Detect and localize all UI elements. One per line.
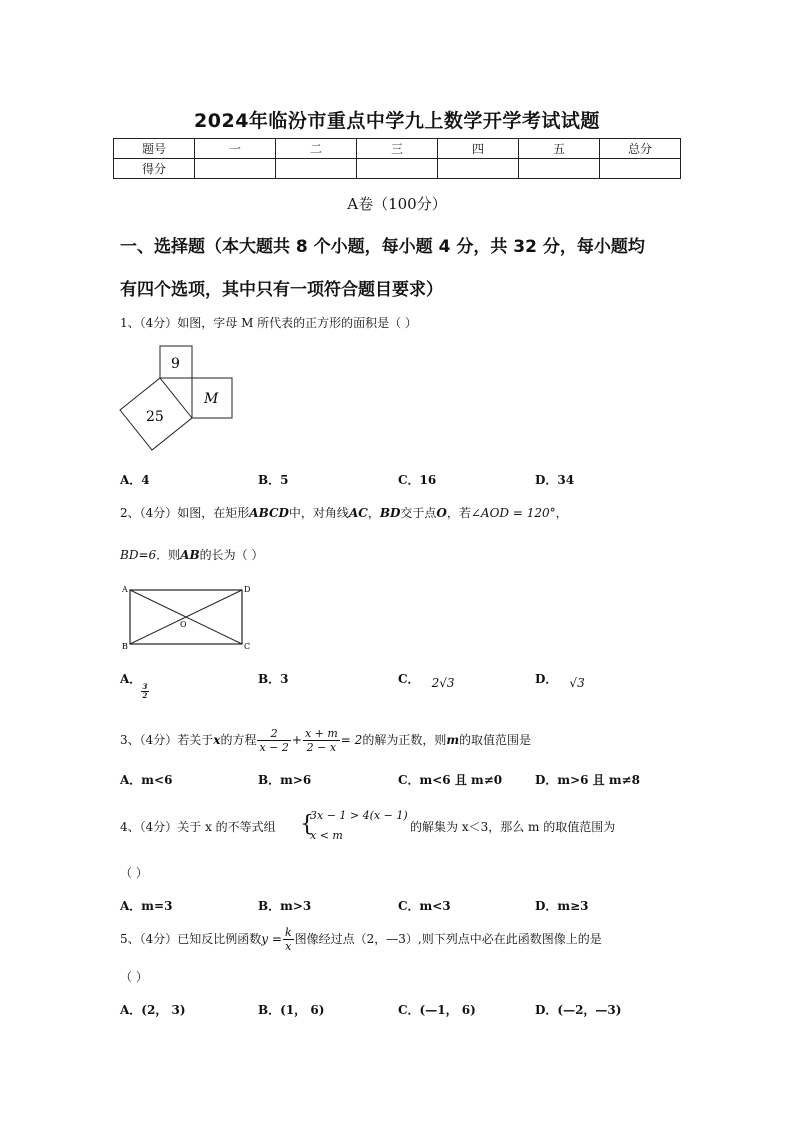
q3-option-a[interactable]: A．m<6 xyxy=(120,773,173,787)
q4-inequality-system xyxy=(300,806,410,846)
q1-figure xyxy=(118,344,238,456)
q4-option-a[interactable]: A．m=3 xyxy=(120,899,173,913)
q3-option-b[interactable]: B．m>6 xyxy=(258,773,312,787)
section1-heading-line2: 有四个选项，其中只有一项符合题目要求） xyxy=(120,280,443,300)
score-row-label: 得分 xyxy=(114,159,195,179)
q2-label-a: A xyxy=(122,585,128,594)
score-header-cell: 总分 xyxy=(600,139,681,159)
score-cell[interactable] xyxy=(438,159,519,179)
q3-fraction-2: $\frac{x + m}{2 - x}$ xyxy=(304,727,338,754)
q3-option-d[interactable]: D．m>6 且 m≠8 xyxy=(535,773,640,787)
score-header-cell: 一 xyxy=(195,139,276,159)
q4-inequality-2: x < m xyxy=(310,829,343,842)
q4-stem-tail: 的解集为 x＜3，那么 m 的取值范围为 xyxy=(410,820,616,834)
q5-paren: （ ） xyxy=(120,970,148,984)
q4-option-b[interactable]: B．m>3 xyxy=(258,899,312,913)
q2-angle-expr: ∠AOD = 120° xyxy=(470,506,556,520)
q2-stem: 2、（4分）如图，在矩形ABCD中，对角线AC，BD交于点O，若∠AOD = 120°， xyxy=(120,506,568,520)
score-cell[interactable] xyxy=(519,159,600,179)
score-header-cell: 三 xyxy=(357,139,438,159)
q2-label-o: O xyxy=(180,620,187,629)
q1-option-a[interactable]: A．4 xyxy=(120,473,150,487)
q2-option-a[interactable]: A． $\frac{3}{2}$ xyxy=(120,672,148,700)
q4-stem: 4、（4分）关于 x 的不等式组 xyxy=(120,820,276,834)
q2-label-c: C xyxy=(244,642,250,651)
q5-option-b[interactable]: B．(1， 6) xyxy=(258,1003,325,1017)
score-table-score-row xyxy=(114,159,681,179)
q2-option-d[interactable]: D． √3 xyxy=(535,672,585,690)
q3-option-c[interactable]: C．m<6 且 m≠0 xyxy=(398,773,503,787)
q4-option-d[interactable]: D．m≥3 xyxy=(535,899,589,913)
q4-paren: （ ） xyxy=(120,866,148,880)
q5-option-a[interactable]: A．(2， 3) xyxy=(120,1003,186,1017)
q1-option-c[interactable]: C．16 xyxy=(398,473,437,487)
q4-option-c[interactable]: C．m<3 xyxy=(398,899,451,913)
q5-stem: 5、（4分）已知反比例函数y = $\frac{k}{x}$ 图像经过点（2，—3）,则下列点中必在此函数图像上的是 xyxy=(120,926,602,953)
score-header-cell: 二 xyxy=(276,139,357,159)
q2-option-a-frac: $\frac{3}{2}$ xyxy=(142,682,148,700)
q5-fraction: $\frac{k}{x}$ xyxy=(284,926,292,953)
q1-option-b[interactable]: B．5 xyxy=(258,473,289,487)
q2-figure xyxy=(118,582,250,652)
q2-option-b[interactable]: B．3 xyxy=(258,672,289,686)
section-a-heading: A卷（100分） xyxy=(347,195,447,213)
q1-option-d[interactable]: D．34 xyxy=(535,473,575,487)
score-cell[interactable] xyxy=(357,159,438,179)
score-header-cell: 四 xyxy=(438,139,519,159)
score-table xyxy=(113,138,681,179)
score-table-header-row xyxy=(114,139,681,159)
q3-stem: 3、（4分）若关于x的方程 $\frac{2}{x - 2}$ + $\frac{x + m}{2 - x}$ = 2的解为正数，则m的取值范围是 xyxy=(120,727,532,754)
q2-stem-line2: BD=6．则AB的长为（ ） xyxy=(120,548,264,562)
score-header-cell: 题号 xyxy=(114,139,195,159)
q4-brace: { xyxy=(300,812,314,837)
score-cell[interactable] xyxy=(600,159,681,179)
score-header-cell: 五 xyxy=(519,139,600,159)
score-cell[interactable] xyxy=(276,159,357,179)
section1-heading-line1: 一、选择题（本大题共 8 个小题，每小题 4 分，共 32 分，每小题均 xyxy=(120,237,645,257)
q1-label-9: 9 xyxy=(171,356,180,372)
q5-option-d[interactable]: D．(—2，—3) xyxy=(535,1003,622,1017)
q1-stem: 1、（4分）如图，字母 M 所代表的正方形的面积是（ ） xyxy=(120,316,418,330)
q5-option-c[interactable]: C．(—1， 6) xyxy=(398,1003,476,1017)
q4-inequality-1: 3x − 1 > 4(x − 1) xyxy=(310,809,408,822)
q1-label-m: M xyxy=(204,391,219,407)
q2-label-d: D xyxy=(244,585,250,594)
q2-label-b: B xyxy=(122,642,128,651)
q2-option-c[interactable]: C． 2√3 xyxy=(398,672,455,690)
q3-fraction-1: $\frac{2}{x - 2}$ xyxy=(259,727,289,754)
q1-label-25: 25 xyxy=(146,409,164,425)
page-title: 2024年临汾市重点中学九上数学开学考试试题 xyxy=(194,110,600,132)
score-cell[interactable] xyxy=(195,159,276,179)
